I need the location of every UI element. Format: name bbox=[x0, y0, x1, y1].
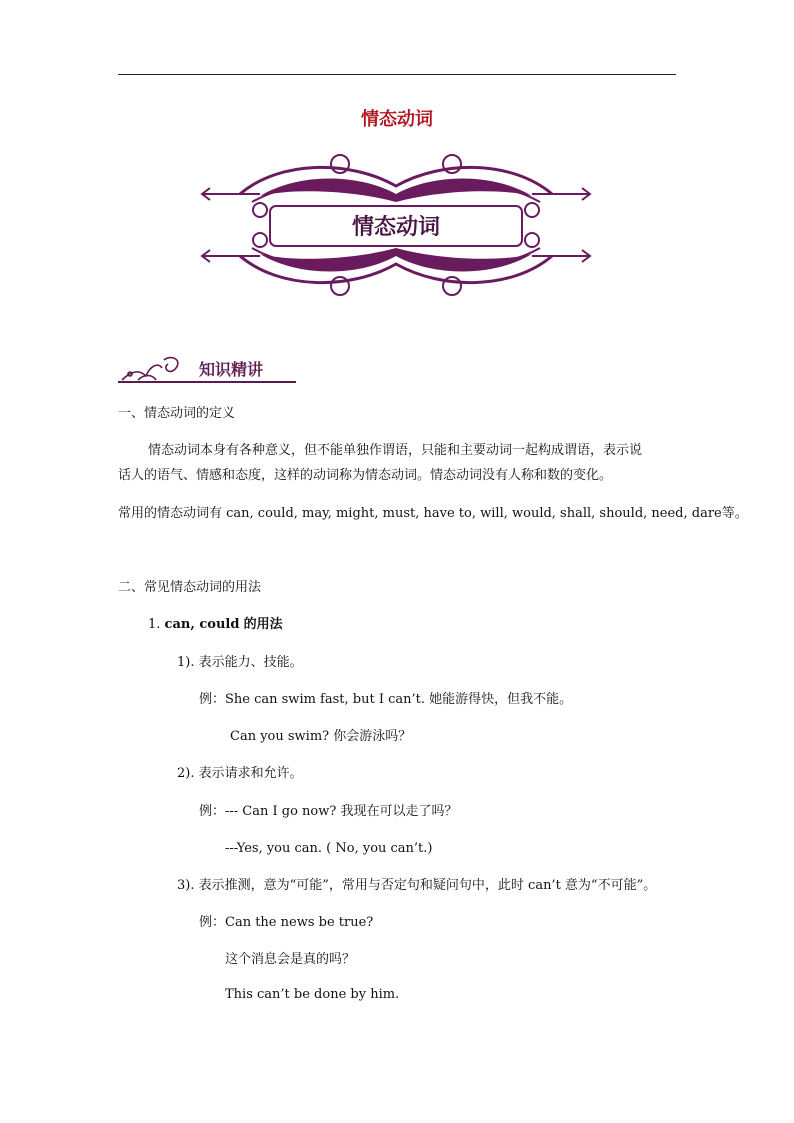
ornamental-title-banner bbox=[200, 150, 592, 300]
subheading-can-could bbox=[148, 616, 283, 634]
section-heading-text: 知识精讲 bbox=[199, 360, 264, 379]
banner-title-text: 情态动词 bbox=[351, 215, 441, 240]
page-title: 情态动词 bbox=[361, 109, 433, 130]
flourish-icon bbox=[118, 352, 188, 382]
definition-paragraph-line-2: 话人的语气、情感和态度，这样的动词称为情态动词。情态动词没有人称和数的变化。 bbox=[118, 468, 613, 483]
example-3a: 例：Can the news be true? bbox=[199, 915, 374, 930]
example-2b: ---Yes, you can. ( No, you can’t.) bbox=[225, 841, 433, 856]
example-3c: This can’t be done by him. bbox=[225, 987, 400, 1002]
example-1a: 例：She can swim fast, but I can’t. 她能游得快，但我不能。 bbox=[199, 692, 573, 707]
heading-definition: 一、情态动词的定义 bbox=[118, 406, 236, 421]
usage-item-2: 2). 表示请求和允许。 bbox=[177, 766, 303, 781]
usage-item-1: 1). 表示能力、技能。 bbox=[177, 655, 303, 670]
section-heading-underline bbox=[118, 381, 296, 383]
subheading-number: 1. bbox=[148, 617, 161, 632]
section-heading bbox=[118, 352, 298, 384]
example-3b: 这个消息会是真的吗？ bbox=[225, 952, 356, 967]
example-2a: 例：--- Can I go now? 我现在可以走了吗？ bbox=[199, 804, 458, 819]
common-modal-verbs-paragraph: 常用的情态动词有 can, could, may, might, must, have to, will, would, shall, should, need, dare等。 bbox=[118, 506, 748, 521]
definition-paragraph-line-1: 情态动词本身有各种意义，但不能单独作谓语，只能和主要动词一起构成谓语，表示说 bbox=[148, 443, 643, 458]
example-1b: Can you swim? 你会游泳吗？ bbox=[230, 729, 412, 744]
subheading-suffix: 的用法 bbox=[243, 617, 283, 632]
header-rule bbox=[118, 74, 676, 75]
subheading-words: can, could bbox=[164, 617, 240, 632]
usage-item-3: 3). 表示推测，意为“可能”，常用与否定句和疑问句中，此时 can’t 意为“不可能”。 bbox=[177, 878, 657, 893]
heading-usage: 二、常见情态动词的用法 bbox=[118, 580, 262, 595]
